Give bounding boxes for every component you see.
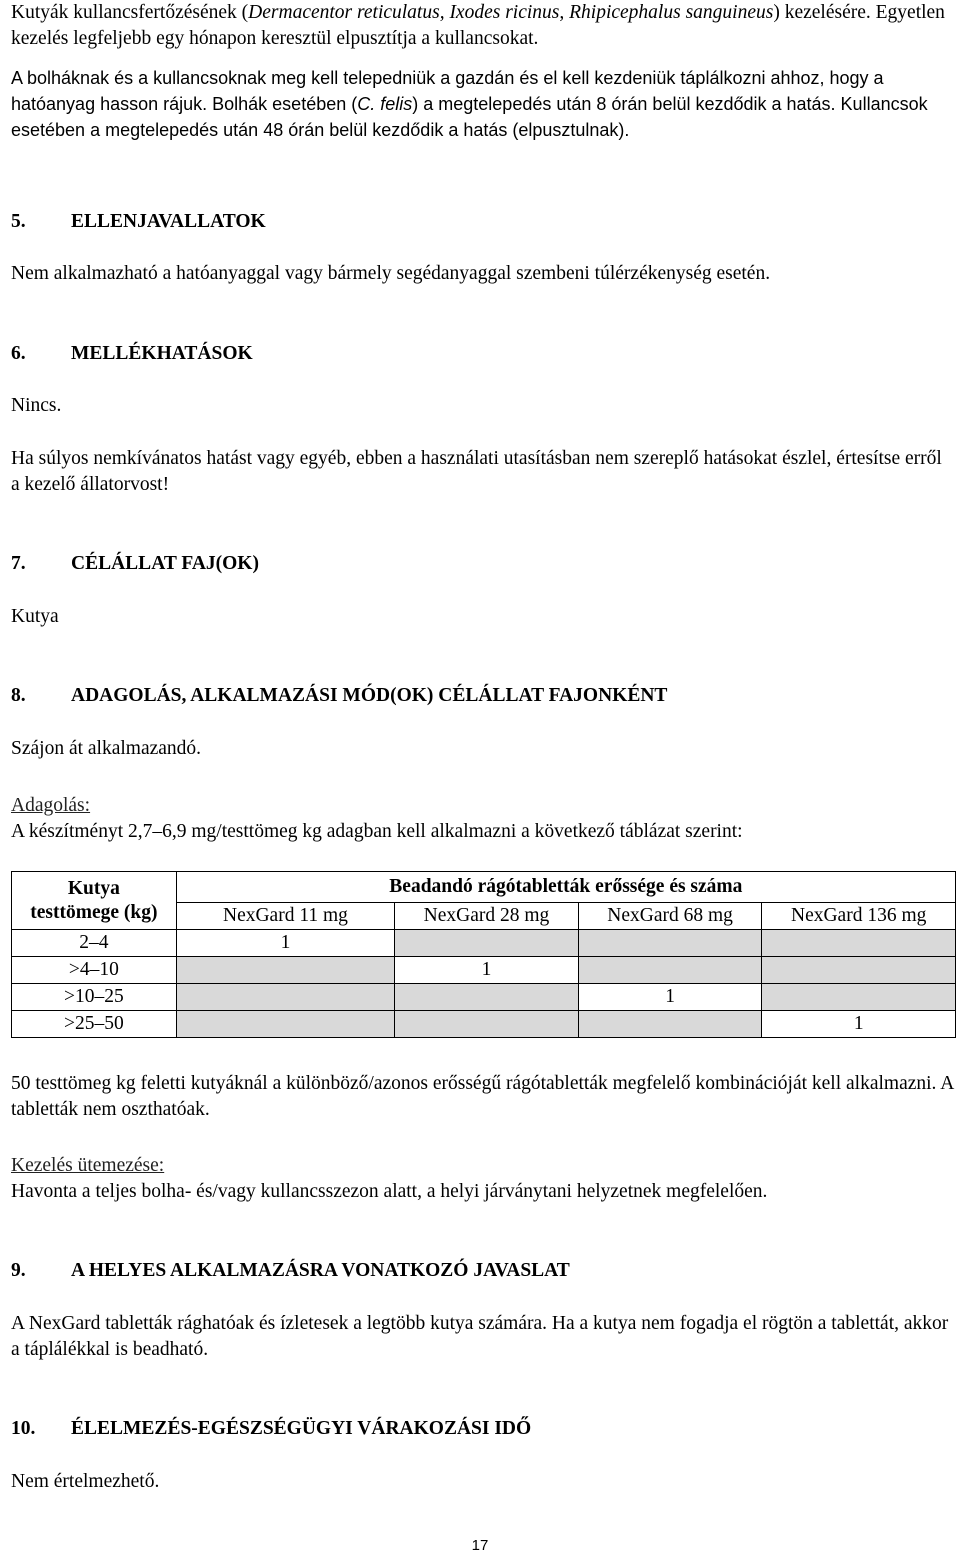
strength-group-header: Beadandó rágótabletták erőssége és száma bbox=[176, 872, 955, 903]
count-cell: 1 bbox=[176, 930, 394, 957]
weight-cell: 2–4 bbox=[12, 930, 177, 957]
section-8-heading: 8. ADAGOLÁS, ALKALMAZÁSI MÓD(OK) CÉLÁLLAT FAJONKÉNT bbox=[11, 685, 668, 706]
section-5-text: Nem alkalmazható a hatóanyaggal vagy bármely segédanyaggal szembeni túlérzékenység esetén. bbox=[11, 263, 771, 284]
section-9-text: A NexGard tabletták rághatóak és ízletesek a legtöbb kutya számára. Ha a kutya nem fogadja el rögtön a tablettát, akkor a táplálékkal is beadható. bbox=[11, 1313, 949, 1360]
count-cell bbox=[395, 930, 579, 957]
count-cell: 1 bbox=[395, 957, 579, 984]
count-cell bbox=[176, 1011, 394, 1038]
count-cell bbox=[762, 984, 956, 1011]
count-cell bbox=[578, 1011, 762, 1038]
section-7-text: Kutya bbox=[11, 606, 59, 627]
page-number: 17 bbox=[471, 1537, 489, 1554]
table-row bbox=[12, 1011, 956, 1038]
dosing-table bbox=[11, 871, 956, 1038]
table-row bbox=[12, 930, 956, 957]
section-6-heading: 6. MELLÉKHATÁSOK bbox=[11, 343, 253, 364]
count-cell bbox=[762, 930, 956, 957]
count-cell bbox=[578, 957, 762, 984]
section-7-heading: 7. CÉLÁLLAT FAJ(OK) bbox=[11, 553, 259, 574]
product-header-136mg: NexGard 136 mg bbox=[762, 903, 956, 930]
weight-column-header: Kutya testtömege (kg) bbox=[12, 872, 177, 930]
count-cell: 1 bbox=[762, 1011, 956, 1038]
intro-paragraph-2: A bolháknak és a kullancsoknak meg kell telepedniük a gazdán és el kell kezdeniük táplálkozni ahhoz, hogy a hatóanyag hasson rájuk. Bolhák esetében (C. felis) a megtelepedés után 8 órán belül kezdődik a hatás. Kullancsok esetében a megtelepedés után 48 órán belül kezdődik a hatás (elpusztulnak). bbox=[11, 68, 928, 140]
dosing-label: Adagolás: bbox=[11, 795, 91, 816]
count-cell bbox=[578, 930, 762, 957]
intro-paragraph-1: Kutyák kullancsfertőzésének (Dermacentor reticulatus, Ixodes ricinus, Rhipicephalus sanguineus) kezelésére. Egyetlen kezelés legfeljebb egy hónapon keresztül elpusztítja a kullancsokat. bbox=[11, 2, 945, 49]
table-row bbox=[12, 984, 956, 1011]
section-5-heading: 5. ELLENJAVALLATOK bbox=[11, 211, 266, 232]
section-8-route: Szájon át alkalmazandó. bbox=[11, 738, 202, 759]
section-9-heading: 9. A HELYES ALKALMAZÁSRA VONATKOZÓ JAVASLAT bbox=[11, 1260, 570, 1281]
count-cell bbox=[176, 957, 394, 984]
product-header-68mg: NexGard 68 mg bbox=[578, 903, 762, 930]
section-6-text-2: Ha súlyos nemkívánatos hatást vagy egyéb, ebben a használati utasításban nem szereplő hatásokat észlel, értesítse erről a kezelő állatorvost! bbox=[11, 448, 942, 495]
schedule-label: Kezelés ütemezése: bbox=[11, 1155, 165, 1176]
count-cell bbox=[395, 1011, 579, 1038]
count-cell bbox=[762, 957, 956, 984]
section-6-text-1: Nincs. bbox=[11, 395, 62, 416]
over-50kg-note: 50 testtömeg kg feletti kutyáknál a különböző/azonos erősségű rágótabletták megfelelő kombinációját kell alkalmazni. A tabletták nem oszthatóak. bbox=[11, 1073, 954, 1120]
count-cell: 1 bbox=[578, 984, 762, 1011]
product-header-11mg: NexGard 11 mg bbox=[176, 903, 394, 930]
count-cell bbox=[176, 984, 394, 1011]
product-header-28mg: NexGard 28 mg bbox=[395, 903, 579, 930]
weight-cell: >25–50 bbox=[12, 1011, 177, 1038]
weight-cell: >10–25 bbox=[12, 984, 177, 1011]
table-row bbox=[12, 957, 956, 984]
count-cell bbox=[395, 984, 579, 1011]
dosing-text: A készítményt 2,7–6,9 mg/testtömeg kg adagban kell alkalmazni a következő táblázat szerint: bbox=[11, 821, 743, 842]
section-10-text: Nem értelmezhető. bbox=[11, 1471, 160, 1492]
weight-cell: >4–10 bbox=[12, 957, 177, 984]
schedule-text: Havonta a teljes bolha- és/vagy kullancsszezon alatt, a helyi járványtani helyzetnek megfelelően. bbox=[11, 1181, 768, 1202]
section-10-heading: 10. ÉLELMEZÉS-EGÉSZSÉGÜGYI VÁRAKOZÁSI IDŐ bbox=[11, 1418, 532, 1439]
